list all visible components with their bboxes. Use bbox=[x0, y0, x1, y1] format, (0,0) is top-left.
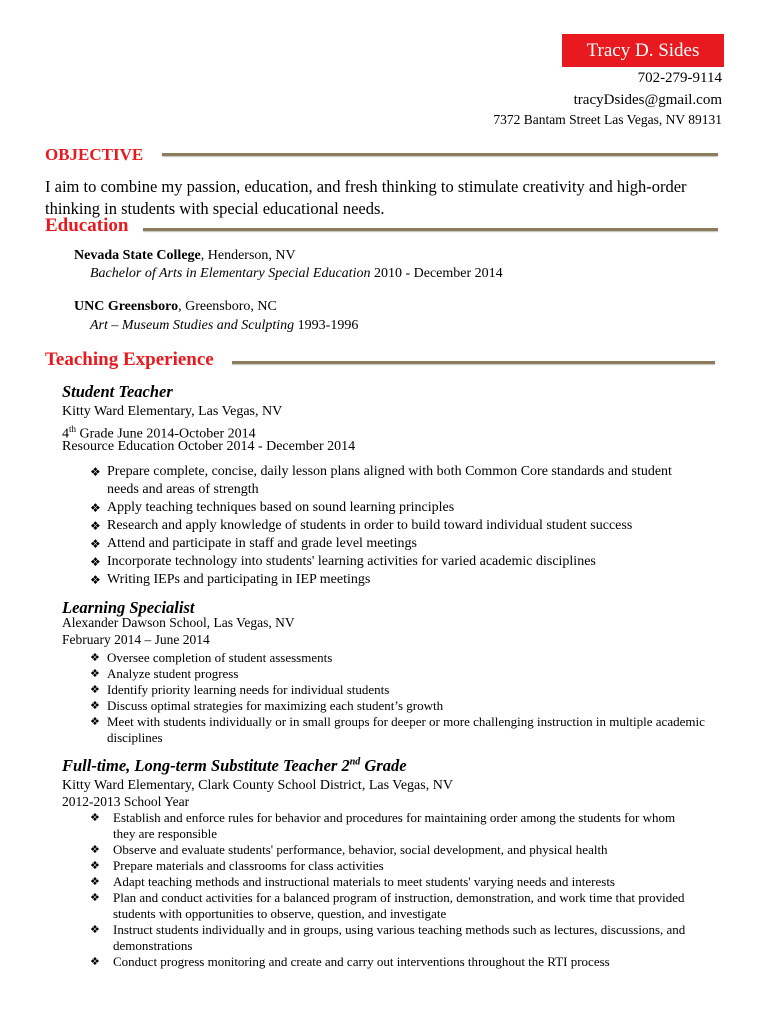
list-item: ❖ Conduct progress monitoring and create and carry out interventions throughout the RTI process bbox=[90, 954, 610, 969]
education-heading: Education bbox=[45, 215, 129, 236]
job-grade-line: 4th Grade June 2014-October 2014 bbox=[62, 424, 256, 442]
bullet-icon: ❖ bbox=[90, 555, 101, 569]
school-location: , Greensboro, NC bbox=[178, 299, 277, 314]
job-dates: Resource Education October 2014 - December 2014 bbox=[62, 439, 356, 454]
section-rule bbox=[162, 153, 718, 156]
job-bullets bbox=[90, 650, 730, 746]
job-title: Full-time, Long-term Substitute Teacher 2nd Grade bbox=[62, 756, 407, 775]
section-rule bbox=[143, 228, 718, 231]
bullet-icon: ❖ bbox=[90, 573, 101, 587]
bullet-icon: ❖ bbox=[90, 667, 100, 680]
job-employer: Kitty Ward Elementary, Las Vegas, NV bbox=[62, 404, 283, 419]
job-title: Learning Specialist bbox=[62, 598, 195, 617]
bullet-icon: ❖ bbox=[90, 811, 100, 824]
list-item: ❖ Observe and evaluate students' performance, behavior, social development, and physical health bbox=[90, 842, 608, 857]
email: tracyDsides@gmail.com bbox=[573, 92, 722, 108]
bullet-icon: ❖ bbox=[90, 955, 100, 968]
job-bullets bbox=[90, 463, 705, 589]
job-dates: 2012-2013 School Year bbox=[62, 794, 190, 809]
school-location: , Henderson, NV bbox=[200, 248, 296, 263]
job-employer: Kitty Ward Elementary, Clark County School District, Las Vegas, NV bbox=[62, 778, 453, 793]
list-item: ❖ Discuss optimal strategies for maximizing each student’s growth bbox=[90, 698, 444, 713]
bullet-icon: ❖ bbox=[90, 875, 100, 888]
experience-heading: Teaching Experience bbox=[45, 349, 214, 370]
school-entry bbox=[74, 298, 277, 316]
bullet-icon: ❖ bbox=[90, 501, 101, 515]
list-item: ❖ Writing IEPs and participating in IEP meetings bbox=[90, 572, 371, 587]
name-badge: Tracy D. Sides bbox=[562, 34, 724, 67]
degree-dates: 2010 - December 2014 bbox=[370, 266, 503, 281]
degree-line bbox=[90, 317, 358, 335]
bullet-icon: ❖ bbox=[90, 843, 100, 856]
bullet-icon: ❖ bbox=[90, 537, 101, 551]
objective-text: I aim to combine my passion, education, and fresh thinking to stimulate creativity and high-order thinking in students with special educational needs. bbox=[45, 177, 687, 218]
degree-line bbox=[90, 265, 503, 283]
bullet-icon: ❖ bbox=[90, 699, 100, 712]
degree: Bachelor of Arts in Elementary Special Education bbox=[90, 266, 371, 281]
bullet-icon: ❖ bbox=[90, 859, 100, 872]
objective-heading: OBJECTIVE bbox=[45, 145, 144, 164]
list-item: ❖ Establish and enforce rules for behavior and procedures for maintaining order among the students for whom they are responsible bbox=[90, 810, 676, 841]
school-name: Nevada State College bbox=[74, 248, 201, 263]
section-rule bbox=[232, 361, 715, 364]
list-item: ❖ Meet with students individually or in small groups for deeper or more challenging instruction in multiple academic disciplines bbox=[90, 714, 705, 745]
degree: Art – Museum Studies and Sculpting bbox=[90, 318, 295, 333]
bullet-icon: ❖ bbox=[90, 891, 100, 904]
bullet-icon: ❖ bbox=[90, 651, 100, 664]
bullet-icon: ❖ bbox=[90, 923, 100, 936]
bullet-icon: ❖ bbox=[90, 519, 101, 533]
job-bullets bbox=[90, 810, 690, 970]
list-item: ❖ Research and apply knowledge of students in order to build toward individual student success bbox=[90, 518, 633, 533]
list-item: ❖ Identify priority learning needs for individual students bbox=[90, 682, 390, 697]
job-employer: Alexander Dawson School, Las Vegas, NV bbox=[62, 615, 295, 630]
list-item: ❖ Apply teaching techniques based on sound learning principles bbox=[90, 500, 455, 515]
degree-dates: 1993-1996 bbox=[294, 318, 359, 333]
address: 7372 Bantam Street Las Vegas, NV 89131 bbox=[493, 112, 722, 127]
list-item: ❖ Plan and conduct activities for a balanced program of instruction, demonstration, and work time that provided students with opportunities to observe, question, and investigate bbox=[90, 890, 685, 921]
bullet-icon: ❖ bbox=[90, 465, 101, 479]
list-item: ❖ Instruct students individually and in groups, using various teaching methods such as lectures, discussions, and demonstrations bbox=[90, 922, 686, 953]
job-title: Student Teacher bbox=[62, 382, 173, 401]
job-dates: February 2014 – June 2014 bbox=[62, 632, 210, 647]
list-item: ❖ Oversee completion of student assessments bbox=[90, 650, 333, 665]
school-entry bbox=[74, 247, 296, 265]
list-item: ❖ Analyze student progress bbox=[90, 666, 239, 681]
bullet-icon: ❖ bbox=[90, 715, 100, 728]
phone: 702-279-9114 bbox=[637, 70, 722, 86]
school-name: UNC Greensboro bbox=[74, 299, 179, 314]
list-item: ❖ Prepare materials and classrooms for class activities bbox=[90, 858, 384, 873]
list-item: ❖ Incorporate technology into students' learning activities for varied academic disciplines bbox=[90, 554, 596, 569]
bullet-icon: ❖ bbox=[90, 683, 100, 696]
list-item: ❖ Adapt teaching methods and instructional materials to meet students' varying needs and interests bbox=[90, 874, 615, 889]
list-item: ❖ Attend and participate in staff and grade level meetings bbox=[90, 536, 417, 551]
list-item: ❖ Prepare complete, concise, daily lesson plans aligned with both Common Core standards and student needs and areas of strength bbox=[90, 464, 672, 497]
